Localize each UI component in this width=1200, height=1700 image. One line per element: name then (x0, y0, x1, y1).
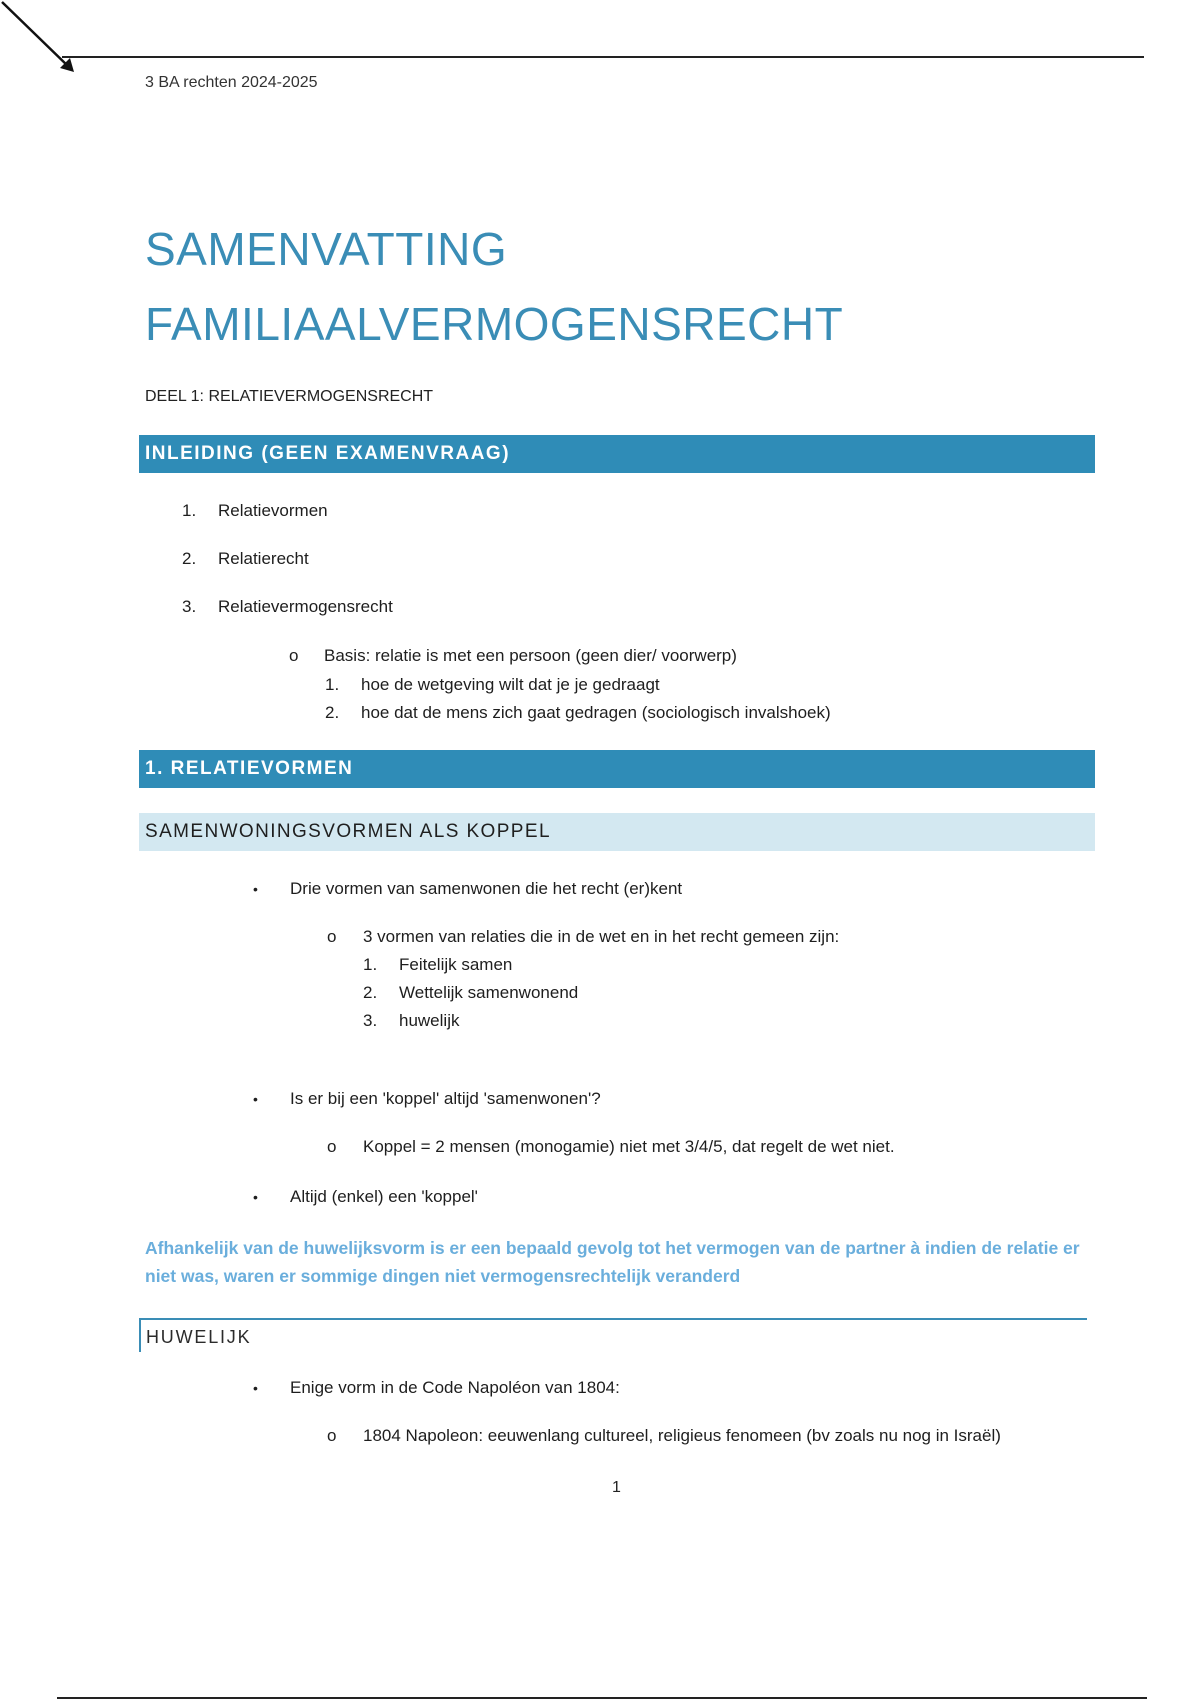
list-item: Drie vormen van samenwonen die het recht (er)kent (290, 879, 683, 898)
list-item: hoe dat de mens zich gaat gedragen (sociologisch invalshoek) (361, 703, 831, 722)
section-heading-inleiding: INLEIDING (GEEN EXAMENVRAAG) (139, 435, 1095, 473)
list-item: Koppel = 2 mensen (monogamie) niet met 3/4/5, dat regelt de wet niet. (363, 1137, 895, 1156)
document-title-line1: SAMENVATTING (145, 223, 508, 275)
list-item: huwelijk (399, 1011, 460, 1030)
list-item: hoe de wetgeving wilt dat je je gedraagt (361, 675, 660, 694)
bullet-marker: • (253, 881, 258, 897)
list-item: Basis: relatie is met een persoon (geen dier/ voorwerp) (324, 646, 737, 665)
list-number: 2. (325, 703, 340, 722)
sub-marker: o (289, 646, 299, 665)
footer-rule (57, 1697, 1147, 1699)
list-item: Relatievermogensrecht (218, 597, 393, 616)
list-number: 1. (363, 955, 378, 974)
subsection-heading-huwelijk: HUWELIJK (139, 1318, 1087, 1352)
list-item: 1804 Napoleon: eeuwenlang cultureel, religieus fenomeen (bv zoals nu nog in Israël) (363, 1426, 1001, 1445)
part-heading: DEEL 1: RELATIEVERMOGENSRECHT (145, 388, 434, 405)
list-number: 2. (363, 983, 378, 1002)
list-item: Enige vorm in de Code Napoléon van 1804: (290, 1378, 620, 1397)
header-rule (62, 56, 1144, 58)
list-item: Relatievormen (218, 501, 328, 520)
sub-marker: o (327, 1137, 337, 1156)
page-number: 1 (612, 1479, 621, 1496)
corner-arrow-icon (0, 0, 80, 80)
document-title-line2: FAMILIAALVERMOGENSRECHT (145, 298, 844, 350)
list-item: Relatierecht (218, 549, 309, 568)
list-item: Altijd (enkel) een 'koppel' (290, 1187, 478, 1206)
sub-marker: o (327, 1426, 337, 1445)
list-item: Wettelijk samenwonend (399, 983, 579, 1002)
list-item: 3 vormen van relaties die in de wet en in het recht gemeen zijn: (363, 927, 840, 946)
list-item: Feitelijk samen (399, 955, 513, 974)
sub-marker: o (327, 927, 337, 946)
list-number: 3. (182, 597, 197, 616)
list-number: 1. (182, 501, 197, 520)
section-heading-relatievormen: 1. RELATIEVORMEN (139, 750, 1095, 788)
list-number: 3. (363, 1011, 378, 1030)
highlighted-note: Afhankelijk van de huwelijksvorm is er een bepaald gevolg tot het vermogen van de partner à indien de relatie er niet was, waren er sommige dingen niet vermogensrechtelijk veranderd (145, 1238, 1080, 1286)
bullet-marker: • (253, 1091, 258, 1107)
list-number: 1. (325, 675, 340, 694)
subsection-heading-samenwoning: SAMENWONINGSVORMEN ALS KOPPEL (139, 813, 1095, 851)
list-number: 2. (182, 549, 197, 568)
running-header: 3 BA rechten 2024-2025 (145, 74, 318, 91)
list-item: Is er bij een 'koppel' altijd 'samenwonen'? (290, 1089, 601, 1108)
bullet-marker: • (253, 1380, 258, 1396)
bullet-marker: • (253, 1189, 258, 1205)
